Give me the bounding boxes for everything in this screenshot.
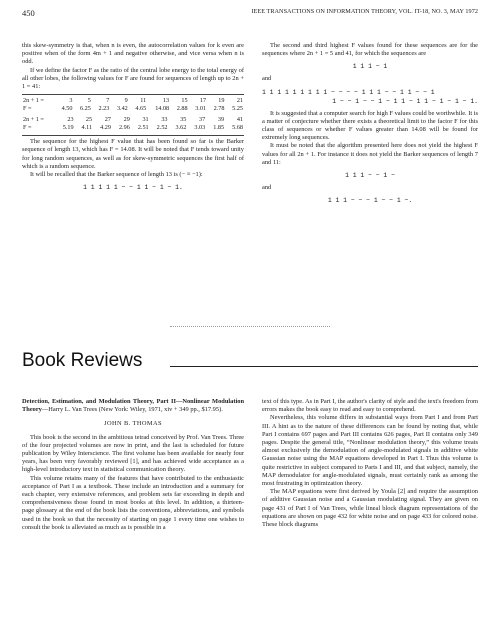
table-cell: 2.96 bbox=[118, 124, 130, 132]
row-label: 2n + 1 = bbox=[23, 97, 44, 105]
table-cell: 2.51 bbox=[137, 124, 149, 132]
row-label: 2n + 1 = bbox=[23, 116, 44, 124]
paragraph: Nevertheless, this volume differs in substantial ways from Part I and from Part III. A hint as to the nature of these differences can be found by noting that, while Part I contains 697 pages and Part III contains 626 pages, Part II contains only 349 pages. Despite the general title, “Nonlinear modulation theory,” this volume treats almost exclusively the demodulation of angle-modulated signals in additive white Gaussian noise using the MAP equations developed in Part I. Thus this volume is quite restrictive in subject compared to Parts I and III, and that subject, namely, the MAP demodulator for angle-modulated signals, must certainly rank as among the most frustrating in optimization theory. bbox=[262, 414, 478, 488]
table-cell: 3.62 bbox=[175, 124, 187, 132]
table-cell: 19 bbox=[218, 97, 225, 105]
review-citation bbox=[22, 398, 244, 414]
table-cell: 3.01 bbox=[195, 105, 207, 113]
table-cell: 15 bbox=[181, 97, 188, 105]
table-cell: 4.50 bbox=[61, 105, 73, 113]
paragraph: If we define the factor F as the ratio of the central lobe energy to the total energy of all other lobes, the following values for F are found for sequences of length up to 2n + 1 = 41: bbox=[22, 66, 244, 91]
right-column bbox=[262, 42, 478, 209]
f-table-1 bbox=[22, 97, 244, 113]
table-rule bbox=[22, 135, 244, 136]
table-cell: 2.23 bbox=[98, 105, 110, 113]
table-cell: 4.11 bbox=[81, 124, 93, 132]
paragraph: This volume retains many of the features that have contributed to the enthusiastic acceptance of Part I as a textbook. These include an introduction and a summary for each chapter, very extensive references, and problem sets far exceeding in depth and comprehensiveness those found in most books at this level. In addition, a thirteen-page glossary at the end of the book lists the conventions, abbreviations, and symbols used in the book so that the necessity of starting on page 1 every time one wishes to consult the book is alleviated as much as is possible in a bbox=[22, 474, 244, 531]
table-cell: 21 bbox=[236, 97, 243, 105]
table-cell: 7 bbox=[106, 97, 110, 105]
table-cell: 17 bbox=[199, 97, 207, 105]
reviewer-name: JOHN B. THOMAS bbox=[104, 420, 162, 428]
paragraph: This book is the second in the ambitious tetrad conceived by Prof. Van Trees. Three of the four projected volumes are now in print, and the last is scheduled for future publication by Wiley Interscience. The first volume has been available for nearly four years, has been very favorably reviewed [1], and has achieved wide acceptance as a high-level introductory text in statistical communication theory. bbox=[22, 433, 244, 474]
section-header bbox=[22, 350, 478, 372]
table-cell: 5 bbox=[87, 97, 91, 105]
paragraph: It must be noted that the algorithm presented here does not yield the highest F values for all 2n + 1. For instance it does not yield the Barker sequences of length 7 and 11: bbox=[262, 142, 478, 166]
table-cell: 2.52 bbox=[156, 124, 168, 132]
conjunction: and bbox=[262, 184, 272, 192]
review-right-column bbox=[262, 398, 478, 529]
table-cell: 2.88 bbox=[176, 105, 188, 113]
section-rule bbox=[170, 366, 478, 367]
table-cell: 3.03 bbox=[194, 124, 206, 132]
sequence: 1 1 1 − 1 bbox=[352, 63, 388, 71]
sequence-continued: 1 − − 1 − − 1 − 1 1 − 1 1 − 1 − 1 − 1. bbox=[332, 97, 478, 105]
table-cell: 1.85 bbox=[213, 124, 225, 132]
review-left-column bbox=[22, 398, 244, 532]
table-cell: 35 bbox=[180, 116, 187, 124]
table-cell: 6.25 bbox=[80, 105, 91, 113]
table-cell: 33 bbox=[161, 116, 168, 124]
table-cell: 3 bbox=[69, 97, 73, 105]
f-table-2 bbox=[22, 116, 244, 132]
table-cell: 4.65 bbox=[135, 105, 147, 113]
table-cell: 4.29 bbox=[100, 124, 111, 132]
sequence: 1 1 1 1 1 1 1 1 1 − − − − 1 1 1 − − 1 1 − − 1 bbox=[262, 88, 435, 96]
running-header: IEEE TRANSACTIONS ON INFORMATION THEORY, VOL. IT-18, NO. 3, MAY 1972 bbox=[251, 8, 478, 15]
sequence: 1 1 1 − − − 1 − − 1 −. bbox=[327, 197, 413, 205]
left-column bbox=[22, 42, 244, 196]
paragraph: The sequence for the highest F value that has been found so far is the Barker sequence of length 13, which has F = 14.08. It will be noted that F tends toward unity for long random sequences, as well as for skew-symmetric sequences the first half of which is a random sequence. bbox=[22, 138, 244, 170]
table-cell: 5.68 bbox=[232, 124, 243, 132]
table-rule bbox=[22, 94, 244, 95]
table-cell: 25 bbox=[85, 116, 93, 124]
book-info: —Harry L. Van Trees (New York: Wiley, 1971, xiv + 349 pp., $17.95). bbox=[41, 406, 223, 414]
table-cell: 14.08 bbox=[155, 105, 170, 113]
table-cell: 11 bbox=[140, 97, 147, 105]
separator bbox=[170, 326, 330, 327]
conjunction: and bbox=[262, 75, 272, 83]
section-title: Book Reviews bbox=[22, 350, 143, 371]
sequence: 1 1 1 − − 1 − bbox=[345, 172, 395, 180]
table-cell: 5.19 bbox=[62, 124, 74, 132]
paragraph: The MAP equations were first derived by Youla [2] and require the assumption of additive Gaussian noise and a Gaussian modulating signal. They are given on page 431 of Part I of Van Trees, while lineal block diagram representations of the equations are shown on page 432 for white noise and on page 433 for colored noise. These block diagrams bbox=[262, 488, 478, 529]
row-label: F = bbox=[23, 105, 32, 113]
table-cell: 39 bbox=[217, 116, 225, 124]
table-cell: 27 bbox=[104, 116, 111, 124]
table-cell: 41 bbox=[236, 116, 243, 124]
table-cell: 13 bbox=[162, 97, 170, 105]
table-cell: 5.25 bbox=[232, 105, 243, 113]
paragraph: this skew-symmetry is that, when n is even, the autocorrelation values for k even are positive when of the form 4m + 1 and negative otherwise, and vice versa when n is odd. bbox=[22, 42, 244, 66]
table-cell: 2.78 bbox=[213, 105, 225, 113]
book-title: Detection, Estimation, and Modulation Theory, Part II—Nonlinear Modulation Theory bbox=[22, 398, 244, 414]
table-cell: 23 bbox=[67, 116, 74, 124]
paragraph: The second and third highest F values found for these sequences are for the sequences where 2n + 1 = 5 and 41, for which the sequences are bbox=[262, 42, 478, 58]
table-cell: 29 bbox=[123, 116, 130, 124]
barker-sequence: 1 1 1 1 1 − − 1 1 − 1 − 1. bbox=[83, 184, 183, 192]
paragraph: It is suggested that a computer search for high F values could be worthwhile. It is a matter of conjecture whether there exists a theoretical limit to the factor F for this class of sequences or whether F values greater than 14.08 will be found for extremely long sequences. bbox=[262, 109, 479, 142]
page-number: 450 bbox=[22, 8, 35, 18]
paragraph: text of this type. As in Part I, the author's clarity of style and the text's freedom from errors makes the book easy to read and easy to comprehend. bbox=[262, 398, 478, 414]
paragraph: It will be recalled that the Barker sequence of length 13 is (− ≡ −1): bbox=[30, 171, 203, 179]
table-cell: 31 bbox=[142, 116, 149, 124]
table-cell: 9 bbox=[124, 97, 128, 105]
table-cell: 37 bbox=[199, 116, 206, 124]
row-label: F = bbox=[23, 124, 32, 132]
table-cell: 3.42 bbox=[116, 105, 128, 113]
